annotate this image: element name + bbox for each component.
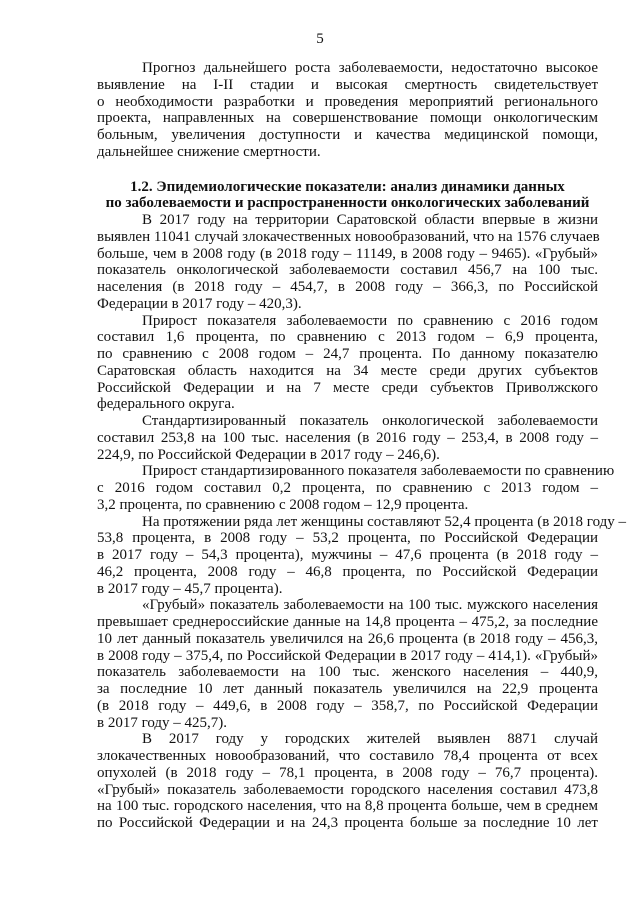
text-line: с 2016 годом составил 0,2 процента, по сравнению с 2013 годом – — [97, 480, 598, 496]
paragraph — [97, 313, 598, 414]
text-line: по Российской Федерации и на 24,3 процента больше за последние 10 лет — [97, 815, 598, 831]
text-line: дальнейшее снижение смертности. — [97, 143, 321, 160]
text-line: «Грубый» показатель заболеваемости городского населения составил 473,8 — [97, 781, 598, 798]
text-line: Федерации в 2017 году – 420,3). — [97, 295, 302, 312]
text-line: за последние 10 лет данный показатель увеличился на 22,9 процента — [97, 681, 598, 697]
heading-line: 1.2. Эпидемиологические показатели: анализ динамики данных — [130, 178, 565, 195]
section-heading — [97, 179, 598, 213]
text-line: федерального округа. — [97, 396, 235, 413]
text-line: «Грубый» показатель заболеваемости на 100 тыс. мужского населения — [142, 597, 598, 614]
text-line: злокачественных новообразований, что составило 78,4 процента от всех — [97, 748, 598, 764]
paragraph — [97, 513, 627, 598]
text-line: о необходимости разработки и проведения мероприятий регионального — [97, 93, 598, 110]
page-number: 5 — [316, 31, 324, 47]
text-line: 53,8 процента, в 2008 году – 53,2 процента, по Российской Федерации — [97, 530, 598, 547]
text-line: 224,9, по Российской Федерации в 2017 году – 246,6). — [97, 446, 440, 463]
text-line: показатель заболеваемости на 100 тыс. женского населения – 440,9, — [97, 664, 598, 681]
text-line: проекта, направленных на совершенствование помощи онкологическим — [97, 110, 598, 127]
paragraph — [97, 463, 615, 513]
text-line: составил 1,6 процента, по сравнению с 2013 годом – 6,9 процента, — [97, 329, 598, 346]
intro-paragraph — [97, 60, 598, 161]
paragraph — [97, 413, 598, 463]
text-line: Стандартизированный показатель онкологической заболеваемости — [142, 413, 598, 429]
text-line: Прирост показателя заболеваемости по сравнению с 2016 годом — [142, 312, 598, 329]
paragraph — [97, 597, 598, 731]
text-line: составил 253,8 на 100 тыс. населения (в 2016 году – 253,4, в 2008 году – — [97, 429, 598, 446]
text-line: На протяжении ряда лет женщины составляют 52,4 процента (в 2018 году – — [142, 513, 627, 530]
text-line: Прирост стандартизированного показателя заболеваемости по сравнению — [142, 463, 615, 480]
text-line: выявление на I-II стадии и высокая смертность свидетельствует — [97, 76, 598, 93]
heading-line: по заболеваемости и распространенности онкологических заболеваний — [105, 195, 590, 212]
paragraph — [97, 731, 598, 832]
text-line: опухолей (в 2018 году – 78,1 процента, в 2008 году – 76,7 процента). — [97, 764, 598, 781]
text-line: больше, чем в 2008 году (в 2018 году – 11149, в 2008 году – 9465). «Грубый» — [97, 245, 598, 262]
text-line: 3,2 процента, по сравнению с 2008 годом – 12,9 процента. — [97, 496, 469, 513]
text-line: в 2017 году – 45,7 процента). — [97, 580, 283, 597]
text-line: В 2017 году у городских жителей выявлен 8871 случай — [142, 731, 598, 748]
paragraphs — [97, 212, 627, 832]
paragraph — [97, 212, 598, 313]
text-line: населения (в 2018 году – 454,7, в 2008 году – 366,3, по Российской — [97, 279, 598, 295]
document-body — [97, 60, 627, 832]
text-line: В 2017 году на территории Саратовской области впервые в жизни — [142, 212, 598, 228]
text-line: на 100 тыс. городского населения, что на 8,8 процента больше, чем в среднем — [97, 798, 598, 815]
text-line: показатель онкологической заболеваемости составил 456,7 на 100 тыс. — [97, 262, 598, 279]
text-line: в 2017 году – 54,3 процента), мужчины – 47,6 процента (в 2018 году – — [97, 547, 598, 563]
text-line: больным, увеличения доступности и качества медицинской помощи, — [97, 127, 598, 143]
text-line: в 2008 году – 375,4, по Российской Федерации в 2017 году – 414,1). «Грубый» — [97, 647, 598, 664]
text-line: по сравнению с 2008 годом – 24,7 процента. По данному показателю — [97, 346, 598, 362]
text-line: Саратовская область находится на 34 месте среди других субъектов — [97, 362, 598, 379]
text-line: превышает среднероссийские данные на 14,8 процента – 475,2, за последние — [97, 614, 598, 630]
text-line: 10 лет данный показатель увеличился на 26,6 процента (в 2018 году – 456,3, — [97, 630, 598, 647]
text-line: Прогноз дальнейшего роста заболеваемости, недостаточно высокое — [142, 60, 598, 76]
text-line: в 2017 году – 425,7). — [97, 714, 228, 731]
text-line: (в 2018 году – 449,6, в 2008 году – 358,7, по Российской Федерации — [97, 697, 598, 714]
text-line: Российской Федерации и на 7 месте среди субъектов Приволжского — [97, 379, 598, 396]
text-line: выявлен 11041 случай злокачественных новообразований, что на 1576 случаев — [97, 228, 600, 245]
text-line: 46,2 процента, 2008 году – 46,8 процента, по Российской Федерации — [97, 563, 598, 580]
